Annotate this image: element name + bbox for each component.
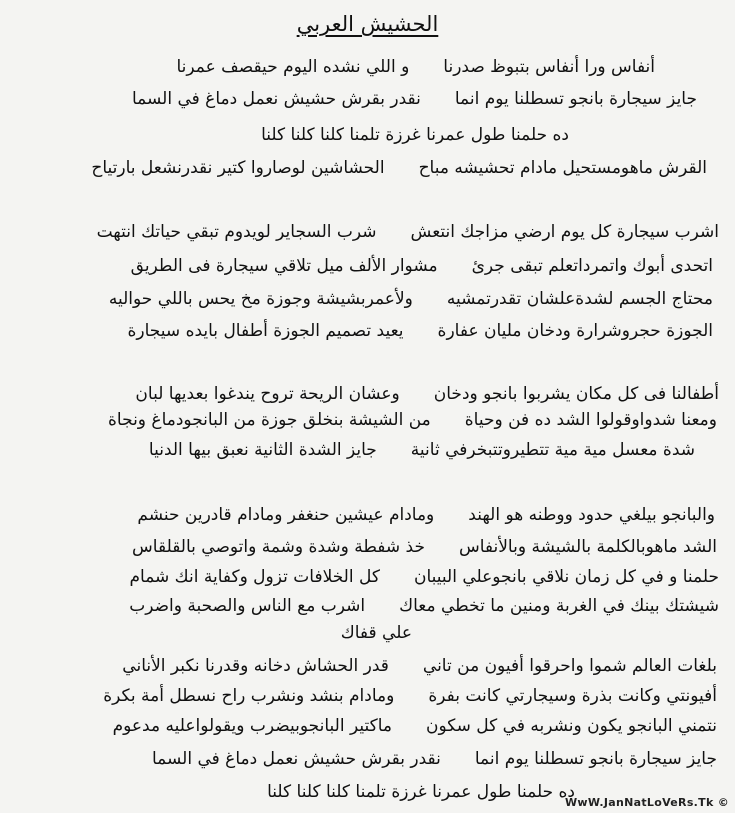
verse-second-half: ومادام عيشين حنغفر ومادام قادرين حنشم — [137, 505, 435, 525]
verse-line — [0, 253, 735, 279]
verse-line — [0, 502, 735, 528]
verse-first-half: حلمنا و في كل زمان نلاقي بانجوعلي البيبان — [413, 567, 719, 587]
verse-second-half: مشوار الألف ميل تلاقي سيجارة فى الطريق — [130, 256, 438, 276]
verse-first-half: ومعنا شدواوقولوا الشد ده فن وحياة — [464, 410, 717, 430]
verse-first-half: اتحدى أبوك واتمرداتعلم تبقى جرئ — [471, 256, 713, 276]
verse-line — [0, 86, 735, 112]
verse-second-half: نقدر بقرش حشيش نعمل دماغ في السما — [132, 89, 421, 109]
verse-second-half: ومادام بنشد ونشرب راح نسطل أمة بكرة — [103, 686, 395, 706]
verse-first-half: علي قفاك — [340, 623, 412, 643]
verse-second-half: ولأعمربشيشة وجوزة مخ يحس باللي حواليه — [108, 289, 413, 309]
verse-first-half: نتمني البانجو يكون ونشربه في كل سكون — [426, 716, 717, 736]
verse-second-half: كل الخلافات تزول وكفاية انك شمام — [129, 567, 380, 587]
verse-second-half: الحشاشين لوصاروا كتير نقدرنشعل بارتياح — [91, 158, 385, 178]
verse-line — [0, 653, 735, 679]
verse-line — [0, 381, 735, 407]
verse-first-half: شيشتك بينك في الغربة ومنين ما تخطي معاك — [399, 596, 719, 616]
verse-first-half: ده حلمنا طول عمرنا غرزة تلمنا كلنا كلنا كلنا — [261, 125, 569, 145]
verse-first-half: أفيونتي وكانت بذرة وسيجارتي كانت بفرة — [428, 686, 717, 706]
verse-first-half: ده حلمنا طول عمرنا غرزة تلمنا كلنا كلنا كلنا — [267, 782, 575, 802]
verse-first-half: محتاج الجسم لشدةعلشان تقدرتمشيه — [446, 289, 713, 309]
verse-first-half: جايز سيجارة بانجو تسطلنا يوم انما — [474, 749, 717, 769]
verse-line — [0, 746, 735, 772]
verse-second-half: من الشيشة بنخلق جوزة من البانجودماغ ونجاة — [108, 410, 431, 430]
verse-second-half: وعشان الريحة تروح يندغوا بعديها لبان — [135, 384, 400, 404]
verse-second-half: ماكتير البانجوبيضرب ويقولواعليه مدعوم — [112, 716, 392, 736]
verse-line — [0, 593, 735, 619]
verse-first-half: أنفاس ورا أنفاس بتبوظ صدرنا — [443, 57, 655, 77]
verse-line — [0, 713, 735, 739]
verse-line — [0, 534, 735, 560]
verse-second-half: اشرب مع الناس والصحبة واضرب — [129, 596, 366, 616]
verse-line — [0, 620, 735, 646]
verse-second-half: نقدر بقرش حشيش نعمل دماغ في السما — [152, 749, 441, 769]
verse-second-half: يعيد تصميم الجوزة أطفال بايده سيجارة — [127, 321, 404, 341]
verse-line — [0, 54, 735, 80]
verse-first-half: شدة معسل مية مية تتطيروتتبخرفي ثانية — [410, 440, 695, 460]
verse-second-half: خذ شفطة وشدة وشمة واتوصي بالقلقاس — [132, 537, 425, 557]
verse-first-half: بلغات العالم شموا واحرقوا أفيون من تاني — [422, 656, 717, 676]
verse-second-half: جايز الشدة الثانية نعبق بيها الدنيا — [148, 440, 377, 460]
verse-line — [0, 437, 735, 463]
verse-first-half: الشد ماهوبالكلمة بالشيشة وبالأنفاس — [458, 537, 717, 557]
poem-title — [0, 10, 735, 38]
verse-line — [0, 219, 735, 245]
poem-title-text: الحشيش العربي — [296, 12, 439, 36]
verse-line — [0, 564, 735, 590]
verse-first-half: جايز سيجارة بانجو تسطلنا يوم انما — [454, 89, 697, 109]
verse-line — [0, 122, 735, 148]
verse-line — [0, 407, 735, 433]
verse-line — [0, 683, 735, 709]
verse-line — [0, 318, 735, 344]
verse-second-half: شرب السجاير لويدوم تبقي حياتك انتهت — [96, 222, 377, 242]
verse-first-half: والبانجو بيلغي حدود ووطنه هو الهند — [468, 505, 715, 525]
verse-second-half: قدر الحشاش دخانه وقدرنا نكبر الأناني — [122, 656, 389, 676]
watermark: WwW.JanNatLoVeRs.Tk © — [564, 796, 729, 809]
verse-second-half: و اللي نشده اليوم حيقصف عمرنا — [176, 57, 410, 77]
verse-line — [0, 286, 735, 312]
verse-first-half: الجوزة حجروشرارة ودخان مليان عفارة — [437, 321, 713, 341]
verse-first-half: اشرب سيجارة كل يوم ارضي مزاجك انتعش — [410, 222, 719, 242]
verse-line — [0, 155, 735, 181]
verse-first-half: أطفالنا فى كل مكان يشربوا بانجو ودخان — [433, 384, 719, 404]
verse-first-half: القرش ماهومستحيل مادام تحشيشه مباح — [418, 158, 707, 178]
